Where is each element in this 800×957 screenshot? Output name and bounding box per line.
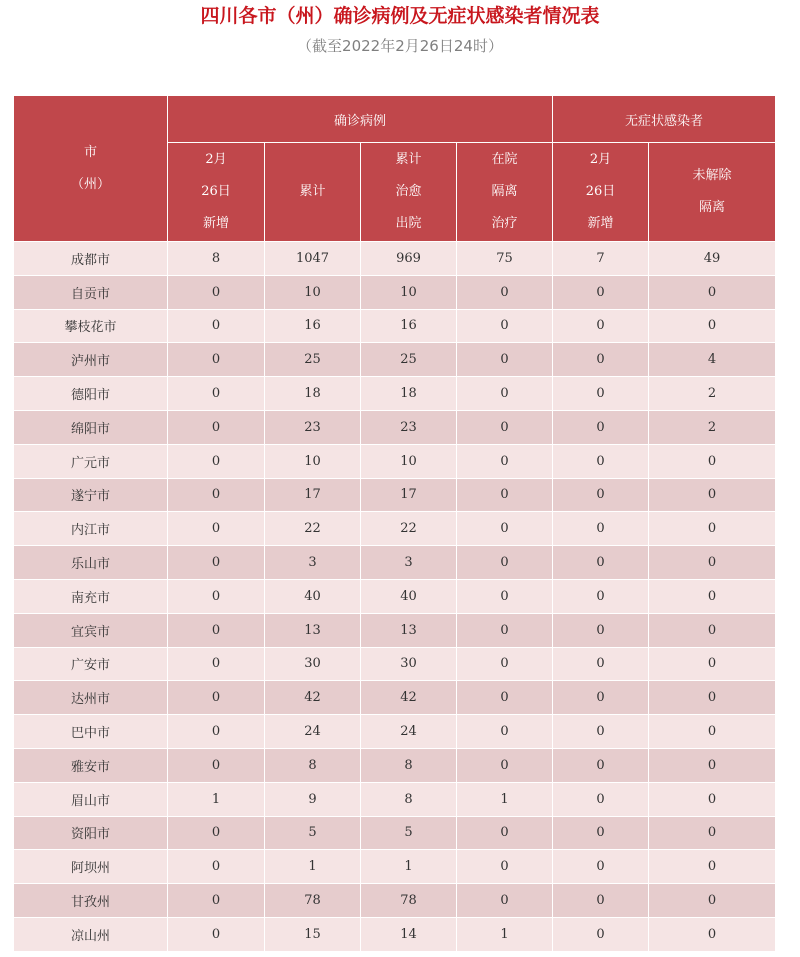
- table-row: [14, 343, 776, 377]
- cell-cured: 14: [361, 917, 457, 951]
- header-line: 累计: [395, 152, 422, 167]
- cell-asym-new: 7: [553, 242, 649, 276]
- cell-hospitalized: 0: [457, 546, 553, 580]
- header-line: 隔离: [699, 200, 726, 215]
- cell-hospitalized: 0: [457, 478, 553, 512]
- cell-city: 达州市: [14, 681, 168, 715]
- cell-hospitalized: 0: [457, 512, 553, 546]
- cell-confirmed-total: 23: [265, 410, 361, 444]
- header-line: 新增: [587, 216, 614, 231]
- cell-confirmed-new: 0: [168, 512, 265, 546]
- cell-hospitalized: 0: [457, 681, 553, 715]
- cell-asym-new: 0: [553, 884, 649, 918]
- cell-hospitalized: 1: [457, 917, 553, 951]
- cell-city: 遂宁市: [14, 478, 168, 512]
- cell-asym-new: 0: [553, 917, 649, 951]
- cell-cured: 30: [361, 647, 457, 681]
- cell-asym-new: 0: [553, 309, 649, 343]
- cell-confirmed-total: 78: [265, 884, 361, 918]
- cell-hospitalized: 75: [457, 242, 553, 276]
- cell-confirmed-total: 8: [265, 748, 361, 782]
- cell-asym-new: 0: [553, 377, 649, 411]
- header-asymptomatic: 无症状感染者: [553, 96, 776, 143]
- table-row: [14, 681, 776, 715]
- cell-city: 自贡市: [14, 275, 168, 309]
- cell-asym-isolation: 0: [649, 309, 776, 343]
- cell-confirmed-new: 0: [168, 410, 265, 444]
- cell-cured: 16: [361, 309, 457, 343]
- cell-city: 广元市: [14, 444, 168, 478]
- header-cured: [361, 143, 457, 242]
- cell-confirmed-total: 40: [265, 579, 361, 613]
- cell-hospitalized: 0: [457, 816, 553, 850]
- cell-asym-isolation: 0: [649, 546, 776, 580]
- cell-confirmed-new: 0: [168, 444, 265, 478]
- table-row: [14, 242, 776, 276]
- cell-cured: 17: [361, 478, 457, 512]
- cell-hospitalized: 0: [457, 647, 553, 681]
- table-row: [14, 884, 776, 918]
- cell-cured: 40: [361, 579, 457, 613]
- header-city: [14, 96, 168, 242]
- cell-asym-isolation: 0: [649, 647, 776, 681]
- cell-city: 南充市: [14, 579, 168, 613]
- cell-confirmed-total: 1: [265, 850, 361, 884]
- cell-confirmed-total: 3: [265, 546, 361, 580]
- cell-city: 德阳市: [14, 377, 168, 411]
- cell-confirmed-new: 0: [168, 884, 265, 918]
- cell-cured: 25: [361, 343, 457, 377]
- cell-confirmed-total: 30: [265, 647, 361, 681]
- table-row: [14, 444, 776, 478]
- cell-asym-new: 0: [553, 681, 649, 715]
- cell-hospitalized: 0: [457, 850, 553, 884]
- table-row: [14, 546, 776, 580]
- cell-hospitalized: 0: [457, 748, 553, 782]
- cell-hospitalized: 0: [457, 410, 553, 444]
- header-line: 未解除: [692, 168, 732, 183]
- table-row: [14, 410, 776, 444]
- header-confirmed: 确诊病例: [168, 96, 553, 143]
- cell-asym-new: 0: [553, 275, 649, 309]
- cell-cured: 24: [361, 715, 457, 749]
- header-line: 2月: [589, 152, 612, 167]
- cell-cured: 78: [361, 884, 457, 918]
- cell-confirmed-new: 0: [168, 275, 265, 309]
- cell-hospitalized: 0: [457, 309, 553, 343]
- cell-confirmed-new: 0: [168, 748, 265, 782]
- cell-confirmed-new: 0: [168, 546, 265, 580]
- cell-confirmed-new: 0: [168, 343, 265, 377]
- cell-confirmed-total: 24: [265, 715, 361, 749]
- table-row: [14, 715, 776, 749]
- cell-city: 泸州市: [14, 343, 168, 377]
- cell-asym-new: 0: [553, 748, 649, 782]
- cell-city: 宜宾市: [14, 613, 168, 647]
- cell-asym-new: 0: [553, 478, 649, 512]
- cell-asym-isolation: 2: [649, 377, 776, 411]
- cell-city: 成都市: [14, 242, 168, 276]
- cell-asym-new: 0: [553, 546, 649, 580]
- cell-city: 乐山市: [14, 546, 168, 580]
- table-body: [14, 242, 776, 952]
- table-row: [14, 850, 776, 884]
- cell-city: 凉山州: [14, 917, 168, 951]
- cell-asym-isolation: 0: [649, 613, 776, 647]
- cell-city: 巴中市: [14, 715, 168, 749]
- cell-asym-isolation: 0: [649, 816, 776, 850]
- table-row: [14, 377, 776, 411]
- cell-asym-new: 0: [553, 410, 649, 444]
- cell-confirmed-new: 0: [168, 613, 265, 647]
- cell-cured: 42: [361, 681, 457, 715]
- header-asym-isolation: [649, 143, 776, 242]
- cell-hospitalized: 0: [457, 444, 553, 478]
- cell-cured: 8: [361, 782, 457, 816]
- cell-confirmed-total: 25: [265, 343, 361, 377]
- cell-asym-new: 0: [553, 444, 649, 478]
- cell-confirmed-new: 1: [168, 782, 265, 816]
- cell-cured: 10: [361, 275, 457, 309]
- cell-asym-new: 0: [553, 613, 649, 647]
- header-line: 隔离: [491, 184, 518, 199]
- cell-confirmed-new: 0: [168, 377, 265, 411]
- cell-asym-isolation: 2: [649, 410, 776, 444]
- cell-confirmed-total: 22: [265, 512, 361, 546]
- table-row: [14, 816, 776, 850]
- table-row: [14, 917, 776, 951]
- table-row: [14, 647, 776, 681]
- cell-cured: 3: [361, 546, 457, 580]
- cell-asym-new: 0: [553, 647, 649, 681]
- cell-asym-new: 0: [553, 850, 649, 884]
- cell-city: 眉山市: [14, 782, 168, 816]
- table-row: [14, 309, 776, 343]
- cell-city: 内江市: [14, 512, 168, 546]
- cell-confirmed-new: 0: [168, 681, 265, 715]
- header-line: 治愈: [395, 184, 422, 199]
- cell-asym-new: 0: [553, 512, 649, 546]
- table-row: [14, 275, 776, 309]
- header-line: 治疗: [491, 216, 518, 231]
- cell-cured: 18: [361, 377, 457, 411]
- header-confirmed-total: [265, 143, 361, 242]
- cell-confirmed-new: 0: [168, 850, 265, 884]
- cell-cured: 10: [361, 444, 457, 478]
- cell-hospitalized: 0: [457, 579, 553, 613]
- header-line: 新增: [202, 216, 229, 231]
- cases-table: [13, 95, 776, 952]
- cell-asym-new: 0: [553, 343, 649, 377]
- cell-cured: 22: [361, 512, 457, 546]
- header-line: 出院: [395, 216, 422, 231]
- cell-hospitalized: 0: [457, 275, 553, 309]
- cell-hospitalized: 0: [457, 613, 553, 647]
- cell-confirmed-new: 0: [168, 816, 265, 850]
- table-row: [14, 478, 776, 512]
- cell-asym-new: 0: [553, 816, 649, 850]
- cell-confirmed-total: 13: [265, 613, 361, 647]
- table-row: [14, 613, 776, 647]
- cell-city: 雅安市: [14, 748, 168, 782]
- cell-cured: 1: [361, 850, 457, 884]
- cell-asym-new: 0: [553, 782, 649, 816]
- cell-asym-isolation: 0: [649, 275, 776, 309]
- header-line: 在院: [491, 152, 518, 167]
- header-hospitalized: [457, 143, 553, 242]
- cell-hospitalized: 0: [457, 884, 553, 918]
- cell-city: 阿坝州: [14, 850, 168, 884]
- cell-confirmed-new: 0: [168, 579, 265, 613]
- cell-city: 广安市: [14, 647, 168, 681]
- cell-confirmed-total: 15: [265, 917, 361, 951]
- cell-hospitalized: 0: [457, 343, 553, 377]
- cell-confirmed-new: 0: [168, 647, 265, 681]
- cell-hospitalized: 1: [457, 782, 553, 816]
- header-city-line2: （州）: [70, 176, 110, 192]
- page-title: 四川各市（州）确诊病例及无症状感染者情况表: [200, 5, 600, 27]
- cell-asym-isolation: 0: [649, 884, 776, 918]
- cell-cured: 5: [361, 816, 457, 850]
- header-asym-new: [553, 143, 649, 242]
- header-line: 26日: [201, 184, 231, 199]
- cell-city: 甘孜州: [14, 884, 168, 918]
- cell-asym-isolation: 0: [649, 850, 776, 884]
- cell-confirmed-total: 17: [265, 478, 361, 512]
- cell-confirmed-new: 0: [168, 478, 265, 512]
- cell-confirmed-total: 1047: [265, 242, 361, 276]
- page-subtitle: （截至2022年2月26日24时）: [297, 37, 503, 55]
- header-city-line1: 市: [83, 144, 97, 160]
- table-row: [14, 512, 776, 546]
- cell-confirmed-total: 16: [265, 309, 361, 343]
- cell-hospitalized: 0: [457, 377, 553, 411]
- cell-confirmed-new: 0: [168, 715, 265, 749]
- cell-confirmed-new: 0: [168, 309, 265, 343]
- cell-hospitalized: 0: [457, 715, 553, 749]
- header-line: 累计: [299, 184, 326, 199]
- cell-asym-isolation: 0: [649, 715, 776, 749]
- cell-asym-isolation: 0: [649, 579, 776, 613]
- table-row: [14, 579, 776, 613]
- table-row: [14, 748, 776, 782]
- cell-confirmed-total: 9: [265, 782, 361, 816]
- cell-asym-isolation: 0: [649, 444, 776, 478]
- cell-confirmed-new: 8: [168, 242, 265, 276]
- cell-cured: 8: [361, 748, 457, 782]
- cell-city: 攀枝花市: [14, 309, 168, 343]
- cell-confirmed-new: 0: [168, 917, 265, 951]
- header-line: 2月: [205, 152, 227, 167]
- cell-asym-isolation: 0: [649, 748, 776, 782]
- cell-city: 资阳市: [14, 816, 168, 850]
- table-row: [14, 782, 776, 816]
- cell-confirmed-total: 10: [265, 444, 361, 478]
- cell-asym-new: 0: [553, 715, 649, 749]
- cell-confirmed-total: 42: [265, 681, 361, 715]
- cell-asym-isolation: 0: [649, 782, 776, 816]
- cell-asym-isolation: 0: [649, 917, 776, 951]
- cell-cured: 23: [361, 410, 457, 444]
- cell-asym-isolation: 0: [649, 512, 776, 546]
- cell-asym-new: 0: [553, 579, 649, 613]
- cell-city: 绵阳市: [14, 410, 168, 444]
- cell-asym-isolation: 0: [649, 681, 776, 715]
- cell-cured: 969: [361, 242, 457, 276]
- cell-cured: 13: [361, 613, 457, 647]
- cell-asym-isolation: 4: [649, 343, 776, 377]
- cell-confirmed-total: 10: [265, 275, 361, 309]
- cell-confirmed-total: 5: [265, 816, 361, 850]
- header-confirmed-new: [168, 143, 265, 242]
- cell-asym-isolation: 49: [649, 242, 776, 276]
- cell-confirmed-total: 18: [265, 377, 361, 411]
- cell-asym-isolation: 0: [649, 478, 776, 512]
- header-line: 26日: [585, 184, 616, 199]
